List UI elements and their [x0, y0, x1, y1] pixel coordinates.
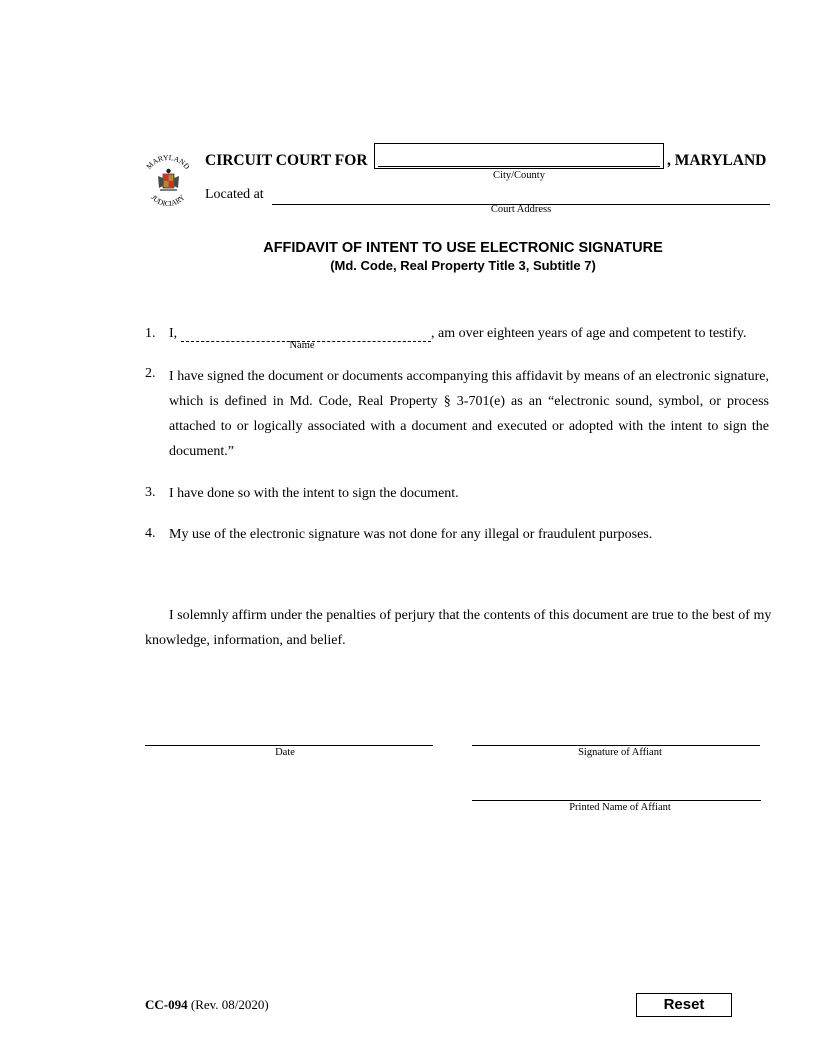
- court-title-prefix: CIRCUIT COURT FOR: [205, 152, 368, 169]
- item-1-prefix: I,: [169, 326, 178, 341]
- court-title-suffix: , MARYLAND: [667, 152, 767, 169]
- svg-text:MARYLAND: MARYLAND: [144, 152, 192, 172]
- item-4-number: 4.: [145, 526, 156, 541]
- form-code: CC-094: [145, 997, 188, 1012]
- printed-name-caption: Printed Name of Affiant: [569, 802, 671, 813]
- reset-button[interactable]: Reset: [636, 993, 732, 1017]
- court-address-input[interactable]: [272, 186, 770, 205]
- affiant-name-caption: Name: [289, 340, 315, 351]
- date-input-line[interactable]: [145, 745, 433, 746]
- form-title: AFFIDAVIT OF INTENT TO USE ELECTRONIC SIGNATURE: [263, 240, 663, 256]
- item-3-text: I have done so with the intent to sign the document.: [169, 486, 459, 501]
- maryland-judiciary-seal: [140, 152, 196, 210]
- located-at-label: Located at: [205, 187, 264, 202]
- city-county-caption: City/County: [493, 170, 545, 181]
- item-4-text: My use of the electronic signature was not done for any illegal or fraudulent purposes.: [169, 527, 653, 542]
- item-3-number: 3.: [145, 485, 156, 500]
- form-number: [145, 997, 269, 1013]
- item-2-number: 2.: [145, 366, 156, 381]
- city-county-underline: [378, 166, 660, 167]
- date-caption: Date: [275, 747, 295, 758]
- item-1-number: 1.: [145, 326, 156, 341]
- svg-text:JUDICIARY: JUDICIARY: [149, 192, 187, 209]
- signature-caption: Signature of Affiant: [578, 747, 662, 758]
- item-1-text: , am over eighteen years of age and competent to testify.: [431, 326, 747, 341]
- form-subtitle: (Md. Code, Real Property Title 3, Subtitle 7): [330, 258, 596, 273]
- form-revision: (Rev. 08/2020): [190, 997, 269, 1012]
- printed-name-input-line[interactable]: [472, 800, 761, 801]
- item-2-text: I have signed the document or documents accompanying this affidavit by means of an electronic signature, which is defined in Md. Code, Real Property § 3-701(e) as an “electronic sound, symbol, or process attached to or logically associated with a document and executed or adopted with the intent to sign the document.”: [169, 369, 769, 459]
- signature-input-line[interactable]: [472, 745, 760, 746]
- affirmation-statement: I solemnly affirm under the penalties of perjury that the contents of this document are true to the best of my knowledge, information, and belief.: [145, 608, 772, 648]
- court-address-caption: Court Address: [490, 204, 552, 215]
- coat-of-arms-icon: [158, 169, 179, 190]
